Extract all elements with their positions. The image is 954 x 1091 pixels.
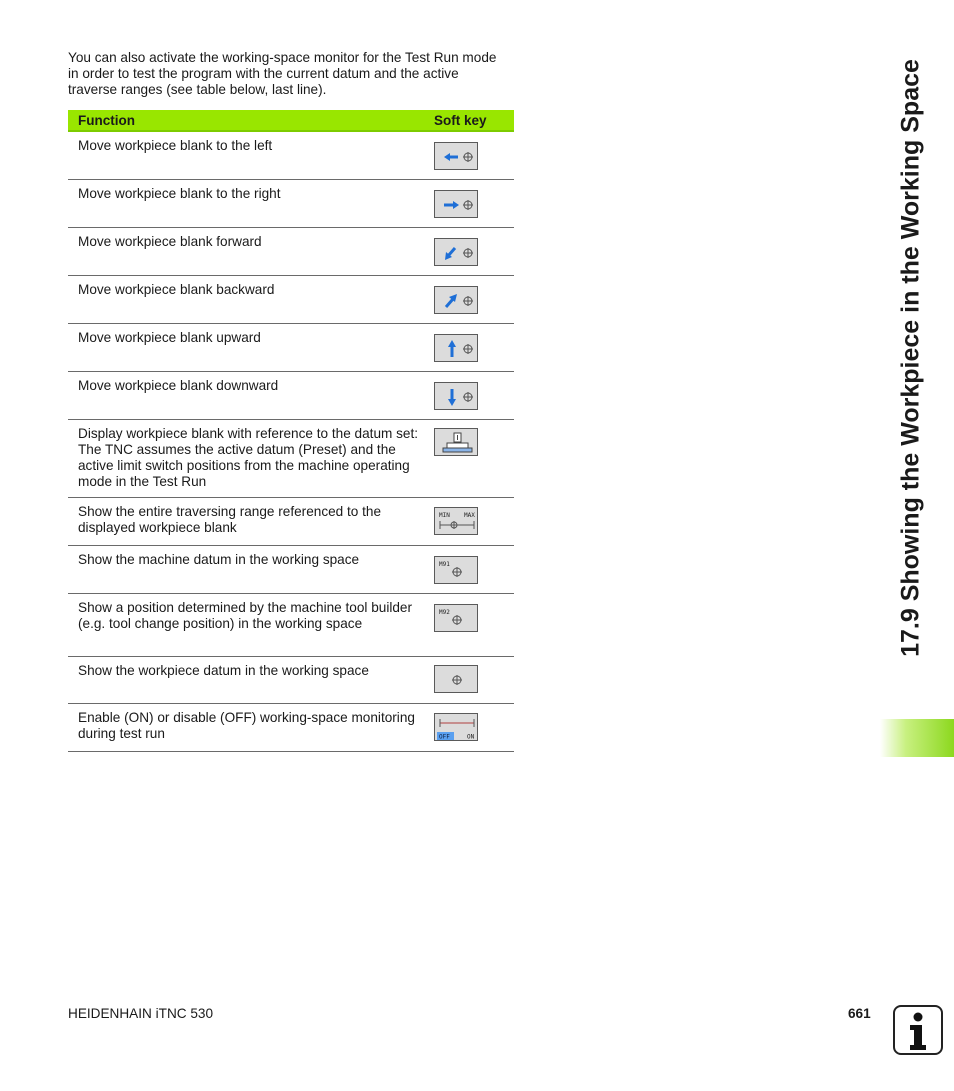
row-text: Move workpiece blank upward: [78, 330, 261, 345]
arrow-forward-datum-icon: [435, 239, 479, 267]
softkey-move-backward[interactable]: [434, 286, 478, 314]
m91-label: M91: [439, 561, 450, 568]
section-side-title: 17.9 Showing the Workpiece in the Working Space: [896, 59, 925, 657]
row-text: Move workpiece blank to the left: [78, 138, 273, 153]
softkey-move-left[interactable]: [434, 142, 478, 170]
table-row: [68, 420, 514, 498]
min-max-range-icon: [435, 508, 479, 536]
table-row: [68, 657, 514, 704]
intro-paragraph: You can also activate the working-space monitor for the Test Run mode in order to test the program with the current datum and the active traverse ranges (see table below, last line).: [68, 50, 497, 97]
table-row: [68, 276, 514, 324]
table-row: [68, 228, 514, 276]
softkey-workpiece-datum[interactable]: [434, 665, 478, 693]
row-text: Move workpiece blank forward: [78, 234, 262, 249]
off-label: OFF: [439, 733, 450, 741]
page-number: 661: [848, 1006, 871, 1021]
table-row: [68, 594, 514, 657]
m92-label: M92: [439, 609, 450, 616]
table-row: [68, 132, 514, 180]
table-row: [68, 372, 514, 420]
function-table: [68, 110, 514, 752]
table-row: [68, 324, 514, 372]
table-header: [68, 110, 514, 132]
softkey-min-max[interactable]: [434, 507, 478, 535]
row-text: Display workpiece blank with reference to the datum set: The TNC assumes the active datum (Preset) and the active limit switch positions from the machine operating mode in the Test Run: [78, 426, 419, 489]
row-text: Move workpiece blank backward: [78, 282, 275, 297]
table-row: [68, 498, 514, 546]
blank-on-table-icon: [435, 429, 479, 457]
workpiece-datum-icon: [435, 666, 479, 694]
softkey-move-downward[interactable]: [434, 382, 478, 410]
softkey-m92[interactable]: [434, 604, 478, 632]
min-label: MIN: [439, 512, 450, 519]
softkey-move-forward[interactable]: [434, 238, 478, 266]
footer-product: HEIDENHAIN iTNC 530: [68, 1006, 214, 1021]
row-text: Show a position determined by the machine tool builder (e.g. tool change position) in the working space: [78, 600, 413, 631]
row-text: Move workpiece blank to the right: [78, 186, 281, 201]
arrow-down-datum-icon: [435, 383, 479, 411]
info-icon: [893, 1005, 943, 1055]
row-text: Show the machine datum in the working space: [78, 552, 360, 567]
table-row: [68, 704, 514, 752]
chapter-tab: [880, 719, 954, 757]
arrow-up-datum-icon: [435, 335, 479, 363]
table-row: [68, 546, 514, 594]
arrow-backward-datum-icon: [435, 287, 479, 315]
row-text: Move workpiece blank downward: [78, 378, 279, 393]
row-text: Show the entire traversing range referenced to the displayed workpiece blank: [78, 504, 382, 535]
softkey-move-upward[interactable]: [434, 334, 478, 362]
softkey-move-right[interactable]: [434, 190, 478, 218]
header-softkey: Soft key: [434, 112, 487, 128]
row-text: Enable (ON) or disable (OFF) working-space monitoring during test run: [78, 710, 415, 741]
row-text: Show the workpiece datum in the working space: [78, 663, 369, 678]
softkey-off-on[interactable]: [434, 713, 478, 741]
softkey-blank-reference[interactable]: [434, 428, 478, 456]
softkey-m91[interactable]: [434, 556, 478, 584]
max-label: MAX: [464, 512, 475, 519]
on-label: ON: [467, 733, 475, 741]
arrow-right-datum-icon: [435, 191, 479, 219]
off-on-toggle-icon: [435, 714, 479, 742]
header-function: Function: [78, 112, 135, 128]
m91-datum-icon: [435, 557, 479, 585]
table-row: [68, 180, 514, 228]
arrow-left-datum-icon: [435, 143, 479, 171]
m92-datum-icon: [435, 605, 479, 633]
